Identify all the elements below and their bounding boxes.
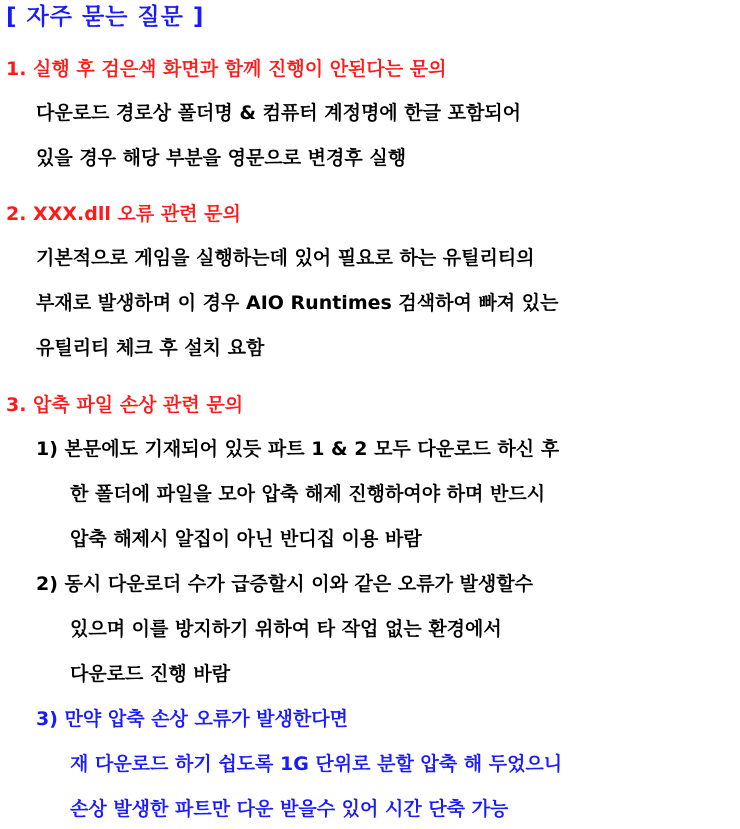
faq-item-3-3-line-1: 3) 만약 압축 손상 오류가 발생한다면	[36, 708, 348, 730]
faq-item-3-1-line-2: 한 폴더에 파일을 모아 압축 해제 진행하여야 하며 반드시	[70, 483, 546, 505]
faq-question-1: 1. 실행 후 검은색 화면과 함께 진행이 안된다는 문의	[6, 58, 447, 80]
faq-answer-1-line-2: 있을 경우 해당 부분을 영문으로 변경후 실행	[36, 147, 407, 169]
faq-question-3: 3. 압축 파일 손상 관련 문의	[6, 394, 244, 416]
faq-item-3-3-line-3: 손상 발생한 파트만 다운 받을수 있어 시간 단축 가능	[70, 798, 509, 820]
faq-item-3-2-line-3: 다운로드 진행 바람	[70, 663, 231, 685]
faq-answer-2-line-2: 부재로 발생하며 이 경우 AIO Runtimes 검색하여 빠져 있는	[36, 292, 559, 314]
faq-answer-2-line-1: 기본적으로 게임을 실행하는데 있어 필요로 하는 유틸리티의	[36, 247, 535, 269]
faq-answer-1-line-1: 다운로드 경로상 폴더명 & 컴퓨터 계정명에 한글 포함되어	[36, 102, 522, 124]
faq-item-3-2-line-2: 있으며 이를 방지하기 위하여 타 작업 없는 환경에서	[70, 618, 502, 640]
faq-item-3-3-line-2: 재 다운로드 하기 쉽도록 1G 단위로 분할 압축 해 두었으니	[70, 753, 563, 775]
page-title: [ 자주 묻는 질문 ]	[6, 4, 205, 30]
faq-item-3-1-line-1: 1) 본문에도 기재되어 있듯 파트 1 & 2 모두 다운로드 하신 후	[36, 438, 560, 460]
faq-item-3-1-line-3: 압축 해제시 알집이 아닌 반디집 이용 바람	[70, 528, 422, 550]
faq-item-3-2-line-1: 2) 동시 다운로더 수가 급증할시 이와 같은 오류가 발생할수	[36, 573, 533, 595]
faq-question-2: 2. XXX.dll 오류 관련 문의	[6, 203, 241, 225]
faq-answer-2-line-3: 유틸리티 체크 후 설치 요함	[36, 337, 265, 359]
